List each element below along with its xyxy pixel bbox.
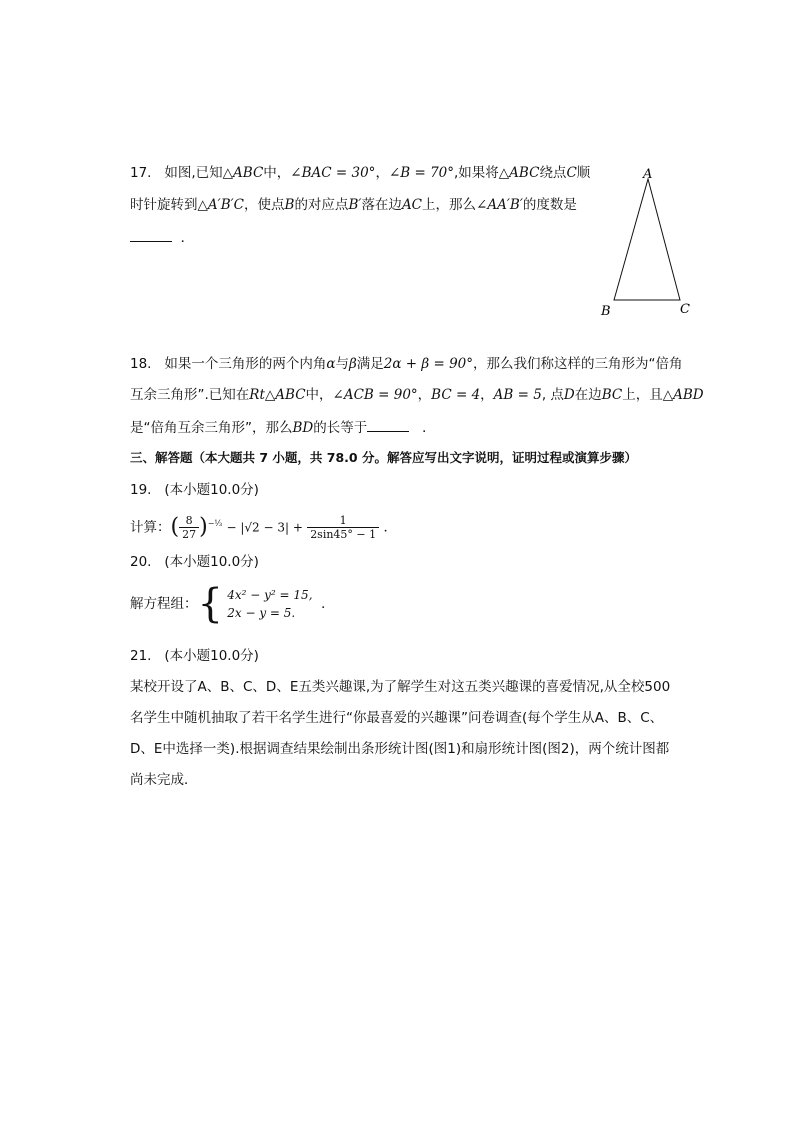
fraction-denominator: 2sin45° − 1: [310, 528, 377, 541]
vertex-label-a: A: [643, 167, 653, 182]
q17-text: ．: [180, 230, 195, 246]
q17-math: ∠B = 70°: [388, 165, 454, 181]
equation-1: 4x² − y² = 15,: [227, 588, 313, 602]
q18-text: ，那么我们称这样的三角形为“倍角: [473, 356, 683, 372]
answer-blank: [367, 417, 409, 432]
q17-text: 上，那么: [422, 197, 477, 213]
q21-header: [130, 646, 259, 666]
fraction-denominator: 27: [182, 528, 197, 541]
q17-text: 落在边: [361, 197, 402, 213]
q17-line-1: [130, 163, 590, 183]
q19-text: 计算：: [130, 519, 171, 536]
q19-score: (本小题10.0分): [164, 482, 259, 498]
q19-math: − |√2 − 3| +: [226, 520, 303, 535]
fraction-numerator: 1: [307, 514, 379, 528]
section-heading: 三、解答题（本大题共 7 小题，共 78.0 分。解答应写出文字说明，证明过程或演算步骤）: [130, 450, 637, 465]
q17-text: 的度数是: [522, 197, 577, 213]
q18-text: 满足: [356, 356, 384, 372]
q18-math: △ABD: [662, 387, 704, 403]
q17-text: 时针旋转到: [130, 197, 198, 213]
q17-text: 中，: [263, 165, 291, 181]
q17-math: ∠AA′B′: [476, 197, 523, 213]
q17-text: ，: [375, 165, 389, 181]
q17-math: AC: [401, 197, 423, 213]
q18-math: BD: [292, 420, 314, 436]
q19-number: 19.: [130, 482, 152, 498]
q17-math: △A′B′C: [197, 197, 245, 213]
q17-text: 顺: [576, 165, 591, 181]
q18-math: α: [326, 356, 336, 372]
q18-math: β: [348, 356, 357, 372]
q21-line-4: 尚未完成．: [130, 772, 198, 788]
q18-text: 与: [335, 356, 349, 372]
q17-text: ,如果将: [454, 165, 499, 181]
triangle-abc: [614, 179, 680, 300]
q18-text: 是“倍角互余三角形”，那么: [130, 420, 293, 436]
q17-math: B′: [348, 197, 362, 213]
q18-line-2: [130, 385, 704, 405]
q19-header: [130, 480, 259, 500]
q18-text: 互余三角形”.已知在: [130, 387, 250, 403]
equation-stack: [227, 586, 312, 622]
q17-math: C: [566, 165, 577, 181]
q17-text: 绕点: [539, 165, 567, 181]
q18-text: 如果一个三角形的两个内角: [164, 356, 327, 372]
equation-2: 2x − y = 5.: [227, 606, 296, 620]
q17-line-2: [130, 195, 577, 215]
paren-close: ): [199, 514, 208, 540]
q20-number: 20.: [130, 554, 152, 570]
q20-system: [130, 582, 335, 626]
q21-score: (本小题10.0分): [164, 648, 259, 664]
q18-text: 在边: [574, 387, 602, 403]
fraction-reciprocal: [307, 514, 379, 541]
q18-math: BC: [601, 387, 623, 403]
q18-math: AB = 5: [493, 387, 542, 403]
triangle-figure: [590, 160, 700, 325]
q21-line-1: 某校开设了A、B、C、D、E五类兴趣课,为了解学生对这五类兴趣课的喜爱情况,从全校500: [130, 679, 671, 695]
q21-line-2: 名学生中随机抽取了若干名学生进行“你最喜爱的兴趣课”问卷调查(每个学生从A、B、C、: [130, 710, 664, 726]
q20-score: (本小题10.0分): [164, 554, 259, 570]
q18-text: 的长等于: [313, 420, 368, 436]
q20-header: [130, 552, 259, 572]
exponent: −⅓: [207, 519, 223, 528]
q18-math: ∠ACB = 90°: [332, 387, 418, 403]
q18-text: ，: [480, 387, 494, 403]
vertex-label-b: B: [601, 304, 611, 319]
q18-text: ，: [417, 387, 432, 403]
q18-text: 上，且: [622, 387, 663, 403]
q17-math: △ABC: [222, 165, 264, 181]
fraction-8-27: [179, 514, 199, 541]
q18-text: , 点: [541, 387, 564, 403]
q17-text: 如图,已知: [164, 165, 223, 181]
q18-number: 18.: [130, 356, 152, 372]
q20-text: 解方程组：: [130, 596, 198, 612]
q18-line-1: [130, 354, 683, 374]
q17-math: △ABC: [498, 165, 540, 181]
q19-expression: [130, 508, 397, 544]
q18-math: 2α + β = 90°: [383, 356, 474, 372]
q18-math: Rt△ABC: [249, 387, 306, 403]
q18-text: ．: [422, 420, 436, 436]
q17-text: 的对应点: [294, 197, 349, 213]
paren-open: (: [170, 514, 180, 540]
q21-number: 21.: [130, 648, 152, 664]
q17-line-3: [130, 227, 194, 248]
vertex-label-c: C: [680, 302, 690, 317]
q17-math: B: [284, 197, 295, 213]
q18-line-3: [130, 417, 436, 438]
q17-text: ，使点: [244, 197, 285, 213]
fraction-numerator: 8: [179, 514, 199, 528]
system-brace: {: [197, 581, 223, 627]
q18-text: 中，: [305, 387, 333, 403]
q17-number: 17.: [130, 165, 152, 181]
q18-math: BC = 4: [431, 387, 481, 403]
q20-text: ．: [321, 596, 335, 612]
q17-math: ∠BAC = 30°: [290, 165, 376, 181]
q19-text: ．: [383, 519, 397, 536]
q21-line-3: D、E中选择一类).根据调查结果绘制出条形统计图(图1)和扇形统计图(图2)，两个统计图都: [130, 741, 670, 757]
answer-blank: [130, 227, 172, 242]
q18-math: D: [563, 387, 575, 403]
